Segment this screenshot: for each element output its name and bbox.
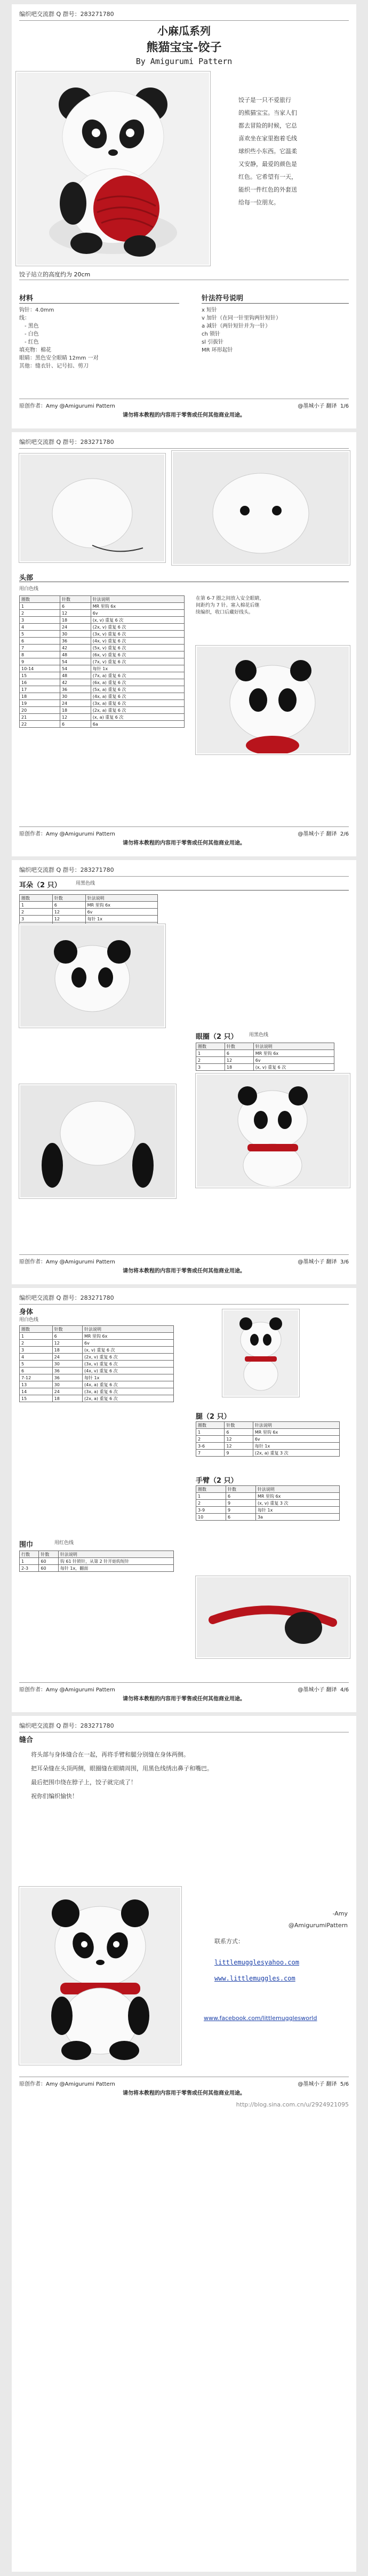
table-row [20, 693, 185, 700]
table-cell: 5 [20, 1361, 53, 1367]
table-cell: 15 [20, 672, 60, 679]
size-note: 饺子站立的高度约为 20cm [19, 271, 91, 278]
head-photo-2 [172, 451, 350, 565]
table-row [20, 1340, 174, 1347]
table-cell: 22 [20, 721, 60, 728]
table-cell: 18 [60, 617, 91, 624]
footer: 原创作者：Amy @Amigurumi Pattern @墨城小子 翻译 4/6 请勿将本教程的内容用于零售或任何其他商业用途。 [19, 1680, 349, 1702]
column-header: 针数 [60, 596, 91, 603]
table-cell: 8 [20, 651, 60, 658]
abbrev-list: x 短针 v 加针（在同一针里钩两针短针） a 减针（两针短针并为一针） ch 锁针 sl 引拔针 MR 环形起针 [202, 307, 282, 353]
table-header-row [196, 1043, 334, 1050]
table-header-row [20, 895, 158, 902]
legs-heading: 腿（2 只） [196, 1413, 231, 1421]
table-row [20, 1333, 174, 1340]
table-row [196, 1050, 334, 1057]
table-cell: 30 [60, 693, 91, 700]
table-cell: (x, v) 重复 6 次 [91, 617, 184, 624]
table-cell: 18 [52, 1347, 82, 1354]
table-cell: 6 [225, 1429, 253, 1436]
table-row [20, 916, 158, 923]
column-header: 针法说明 [255, 1486, 339, 1493]
table-cell: (5x, v) 重复 6 次 [91, 645, 184, 651]
final-panda-illustration [20, 1888, 180, 2064]
scarf-color-note: 用红色线 [54, 1540, 74, 1546]
table-cell: 9 [20, 658, 60, 665]
page-5 [12, 1716, 356, 2572]
table-row [20, 645, 185, 651]
table-cell: 1 [20, 603, 60, 610]
head-photo-3 [196, 646, 350, 754]
table-cell: 30 [52, 1361, 82, 1367]
table-header-row [20, 1326, 174, 1333]
table-cell: 6 [226, 1493, 255, 1500]
table-cell: (3x, v) 重复 6 次 [83, 1361, 174, 1367]
table-cell: 30 [52, 1381, 82, 1388]
table-cell: 30 [60, 631, 91, 638]
ears-color-note: 用黑色线 [76, 881, 95, 886]
page-2 [12, 432, 356, 856]
table-cell: (4x, a) 重复 6 次 [83, 1381, 174, 1388]
table-cell: 42 [60, 679, 91, 686]
table-cell: 54 [60, 658, 91, 665]
table-cell: 3-6 [196, 1443, 225, 1450]
column-header: 针数 [225, 1422, 253, 1429]
table-cell: 13 [20, 1381, 53, 1388]
table-row [20, 603, 185, 610]
body-heading: 身体 [19, 1308, 34, 1316]
head-desc: 在第 6-7 圈之间放入安全眼睛， 间距约为 7 针。塞入棉花后继 续编织，收口后藏好线头。 [196, 596, 265, 615]
table-cell: (6x, a) 重复 6 次 [91, 679, 184, 686]
table-header-row [20, 1551, 174, 1558]
table-row [20, 1354, 174, 1361]
table-cell: 7 [20, 645, 60, 651]
table-cell: 24 [60, 700, 91, 707]
table-cell: 12 [225, 1057, 253, 1064]
group-header: 编织吧交流群 Q 群号：283271780 [19, 1722, 114, 1729]
body-photo-1 [196, 1074, 350, 1188]
table-cell: 2 [20, 610, 60, 617]
column-header: 针法说明 [253, 1043, 334, 1050]
arms-illustration [20, 1085, 175, 1197]
table-cell: (2x, a) 重复 6 次 [83, 1395, 174, 1402]
table-row [20, 707, 185, 714]
table-cell: 36 [52, 1374, 82, 1381]
watermark: http://blog.sina.com.cn/u/2924921095 [236, 2101, 349, 2108]
assembly-heading: 缝合 [19, 1736, 34, 1744]
column-header: 针法说明 [58, 1551, 173, 1558]
table-row [20, 631, 185, 638]
table-cell: 2 [20, 1340, 53, 1347]
eyepatch-color-note: 用黑色线 [249, 1032, 269, 1038]
table-cell: 6 [20, 638, 60, 645]
table-row [20, 714, 185, 721]
table-row [20, 1361, 174, 1367]
table-cell: (x, v) 重复 3 次 [255, 1500, 339, 1507]
table-row [20, 658, 185, 665]
eyepatch-heading: 眼圈（2 只） [196, 1033, 238, 1041]
table-cell: 3 [20, 916, 53, 923]
table-cell: 6a [91, 721, 184, 728]
group-header: 编织吧交流群 Q 群号：283271780 [19, 11, 114, 18]
table-cell: 12 [52, 909, 85, 916]
table-cell: 16 [20, 679, 60, 686]
table-cell: 1 [20, 1558, 39, 1565]
column-header: 针数 [225, 1043, 253, 1050]
table-cell: (7x, a) 重复 6 次 [91, 672, 184, 679]
table-cell: MR 里钩 6x [253, 1429, 339, 1436]
head-eyes-illustration [173, 452, 349, 564]
table-row [20, 721, 185, 728]
table-cell: 每针 1x [255, 1507, 339, 1514]
legs-table [196, 1421, 340, 1457]
table-cell: (4x, v) 重复 6 次 [83, 1367, 174, 1374]
table-row [196, 1507, 340, 1514]
table-header-row [196, 1422, 340, 1429]
table-cell: 36 [60, 686, 91, 693]
table-cell: 6 [226, 1514, 255, 1521]
table-cell: 21 [20, 714, 60, 721]
table-row [20, 679, 185, 686]
table-row [20, 686, 185, 693]
table-cell: 24 [52, 1388, 82, 1395]
table-cell: 1 [196, 1493, 226, 1500]
table-row [196, 1443, 340, 1450]
table-row [20, 651, 185, 658]
head-table [19, 595, 185, 728]
table-cell: 9 [225, 1450, 253, 1457]
body-photo-2 [222, 1309, 299, 1397]
table-cell: 3 [196, 1064, 225, 1071]
table-row [20, 638, 185, 645]
table-cell: MR 里钩 6x [253, 1050, 334, 1057]
footer: 原创作者：Amy @Amigurumi Pattern @墨城小子 翻译 3/6 请勿将本教程的内容用于零售或任何其他商业用途。 [19, 1252, 349, 1274]
table-cell: 4 [20, 1354, 53, 1361]
head-with-patches-illustration [197, 647, 349, 753]
group-header: 编织吧交流群 Q 群号：283271780 [19, 439, 114, 446]
scarf-illustration [197, 1577, 349, 1657]
head-heading: 头部 [19, 574, 34, 582]
table-cell: 2 [196, 1436, 225, 1443]
table-cell: (3x, a) 重复 6 次 [91, 700, 184, 707]
page-4 [12, 1288, 356, 1712]
table-cell: MR 里钩 6x [85, 902, 157, 909]
pattern-title: 熊猫宝宝-饺子 [146, 41, 222, 54]
table-cell: 2 [20, 909, 53, 916]
table-cell: 15 [20, 1395, 53, 1402]
table-cell: 每针 1x [85, 916, 157, 923]
table-row [20, 700, 185, 707]
table-cell: 12 [225, 1443, 253, 1450]
table-row [196, 1429, 340, 1436]
table-cell: (x, v) 重复 6 次 [83, 1347, 174, 1354]
table-cell: 10-14 [20, 665, 60, 672]
table-cell: 9 [226, 1507, 255, 1514]
table-cell: 1 [196, 1429, 225, 1436]
footer: 原创作者：Amy @Amigurumi Pattern @墨城小子 翻译 1/6 请勿将本教程的内容用于零售或任何其他商业用途。 [19, 396, 349, 418]
table-cell: (2x, v) 重复 6 次 [83, 1354, 174, 1361]
column-header: 针数 [39, 1551, 58, 1558]
column-header: 行数 [20, 1551, 39, 1558]
column-header: 圈数 [20, 1326, 53, 1333]
table-cell: (2x, a) 重复 3 次 [253, 1450, 339, 1457]
arms-photo [19, 1084, 176, 1198]
footer: 原创作者：Amy @Amigurumi Pattern @墨城小子 翻译 2/6 请勿将本教程的内容用于零售或任何其他商业用途。 [19, 824, 349, 846]
table-row [20, 610, 185, 617]
table-cell: 7 [196, 1450, 225, 1457]
ears-illustration [20, 925, 164, 1027]
contact-facebook[interactable]: www.facebook.com/littlemugglesworld [204, 2015, 317, 2022]
table-cell: 42 [60, 645, 91, 651]
table-cell: (7x, v) 重复 6 次 [91, 658, 184, 665]
table-row [20, 1374, 174, 1381]
table-cell: (6x, v) 重复 6 次 [91, 651, 184, 658]
column-header: 针法说明 [85, 895, 157, 902]
table-row [20, 672, 185, 679]
table-cell: 6 [52, 1333, 82, 1340]
body-table [19, 1325, 174, 1402]
column-header: 针数 [52, 895, 85, 902]
panda-illustration [17, 73, 209, 265]
table-cell: 60 [39, 1565, 58, 1572]
column-header: 针数 [226, 1486, 255, 1493]
column-header: 圈数 [20, 895, 53, 902]
table-cell: 6v [253, 1436, 339, 1443]
table-cell: 6 [60, 721, 91, 728]
table-row [196, 1436, 340, 1443]
table-row [20, 1381, 174, 1388]
abbrev-heading: 针法符号说明 [202, 295, 244, 303]
table-cell: 12 [60, 714, 91, 721]
table-cell: 24 [52, 1354, 82, 1361]
column-header: 针数 [52, 1326, 82, 1333]
column-header: 针法说明 [253, 1422, 339, 1429]
table-row [20, 1388, 174, 1395]
ears-photo [19, 924, 165, 1028]
table-cell: 24 [60, 624, 91, 631]
table-cell: 6 [60, 603, 91, 610]
table-cell: 6v [83, 1340, 174, 1347]
table-row [20, 909, 158, 916]
table-cell: 6v [253, 1057, 334, 1064]
assembly-text: 将头部与身体缝合在一起，再将手臂和腿分别缝在身体两侧。 把耳朵缝在头顶两侧，眼圈缝在眼睛周围，用黑色线绣出鼻子和嘴巴。 最后把围巾绕在脖子上，饺子就完成了！ 祝你们编织愉快！ [31, 1751, 213, 1800]
table-cell: 4 [20, 624, 60, 631]
contact-site[interactable]: www.littlemuggles.com [214, 1975, 295, 1982]
arms-table [196, 1485, 340, 1521]
table-cell: 2 [196, 1057, 225, 1064]
table-cell: 12 [60, 610, 91, 617]
panda-illustration-2 [197, 1075, 349, 1187]
table-cell: 48 [60, 651, 91, 658]
table-cell: (x, a) 重复 6 次 [91, 714, 184, 721]
table-cell: 2-3 [20, 1565, 39, 1572]
intro-text: 饺子是一只不爱旅行 的熊猫宝宝。当家人们 都去冒险的时候，它总 喜欢坐在家里抱着毛线 球织些小东西。它温柔 又安静，最爱的颜色是 红色。它希望有一天， 能织一件红色的外套送 给每一位朋友。 [238, 97, 297, 206]
table-cell: 1 [196, 1050, 225, 1057]
table-cell: 60 [39, 1558, 58, 1565]
table-row [20, 1367, 174, 1374]
table-cell: 6 [225, 1050, 253, 1057]
table-cell: (4x, v) 重复 6 次 [91, 638, 184, 645]
table-cell: (5x, a) 重复 6 次 [91, 686, 184, 693]
scarf-photo [196, 1576, 350, 1658]
table-cell: 每针 1x [253, 1443, 339, 1450]
table-header-row [20, 596, 185, 603]
table-row [20, 1558, 174, 1565]
table-row [20, 617, 185, 624]
eyepatch-table [196, 1043, 334, 1071]
table-cell: 18 [52, 1395, 82, 1402]
table-cell: 9 [226, 1500, 255, 1507]
table-cell: 5 [20, 631, 60, 638]
table-cell: (x, v) 重复 6 次 [253, 1064, 334, 1071]
table-row [196, 1057, 334, 1064]
table-cell: (3x, a) 重复 6 次 [83, 1388, 174, 1395]
table-cell: 36 [60, 638, 91, 645]
table-cell: 18 [225, 1064, 253, 1071]
table-cell: 钩 61 针锁针，从第 2 针开始钩短针 [58, 1558, 173, 1565]
table-cell: 12 [52, 1340, 82, 1347]
group-header: 编织吧交流群 Q 群号：283271780 [19, 866, 114, 873]
author-line: By Amigurumi Pattern [135, 57, 233, 66]
head-color-note: 用白色线 [19, 586, 39, 592]
table-row [20, 1565, 174, 1572]
table-row [196, 1064, 334, 1071]
table-cell: 6 [20, 1367, 53, 1374]
table-row [196, 1500, 340, 1507]
table-cell: 每针 1x [83, 1374, 174, 1381]
table-cell: 20 [20, 707, 60, 714]
table-cell: MR 里钩 6x [91, 603, 184, 610]
table-cell: 18 [60, 707, 91, 714]
table-row [20, 665, 185, 672]
table-cell: 6v [85, 909, 157, 916]
column-header: 针法说明 [83, 1326, 174, 1333]
table-cell: 3-9 [196, 1507, 226, 1514]
table-cell: 12 [225, 1436, 253, 1443]
table-cell: 10 [196, 1514, 226, 1521]
column-header: 圈数 [196, 1422, 225, 1429]
signoff: -Amy @AmigurumiPattern 联系方式： [214, 1910, 348, 1945]
group-header: 编织吧交流群 Q 群号：283271780 [19, 1294, 114, 1301]
body-color-note: 用白色线 [19, 1317, 39, 1323]
column-header: 针法说明 [91, 596, 184, 603]
scarf-heading: 围巾 [19, 1541, 34, 1549]
column-header: 圈数 [20, 596, 60, 603]
table-cell: (4x, a) 重复 6 次 [91, 693, 184, 700]
table-cell: 18 [20, 693, 60, 700]
table-cell: 3a [255, 1514, 339, 1521]
table-cell: MR 里钩 6x [83, 1333, 174, 1340]
table-cell: MR 里钩 6x [255, 1493, 339, 1500]
table-header-row [196, 1486, 340, 1493]
table-cell: 2 [196, 1500, 226, 1507]
panda-main-photo [16, 71, 210, 266]
table-cell: 1 [20, 902, 53, 909]
table-cell: 14 [20, 1388, 53, 1395]
table-cell: 7-12 [20, 1374, 53, 1381]
table-row [20, 1395, 174, 1402]
head-photo-1 [19, 454, 165, 562]
table-cell: (3x, v) 重复 6 次 [91, 631, 184, 638]
table-cell: 6 [52, 902, 85, 909]
final-panda-photo [19, 1887, 181, 2065]
table-cell: 每针 1x [91, 665, 184, 672]
table-cell: 1 [20, 1333, 53, 1340]
table-cell: 54 [60, 665, 91, 672]
materials-list: 钩针：4.0mm 线： - 黑色 - 白色 - 红色 填充物：棉花 眼睛：黑色安全眼睛 12mm 一对 其他：缝衣针、记号扣、剪刀 [19, 307, 99, 369]
table-row [20, 902, 158, 909]
table-row [20, 1347, 174, 1354]
table-cell: (2x, a) 重复 6 次 [91, 707, 184, 714]
footer: 原创作者：Amy @Amigurumi Pattern @墨城小子 翻译 5/6 请勿将本教程的内容用于零售或任何其他商业用途。 [19, 2074, 349, 2096]
head-illustration [20, 455, 164, 561]
table-row [196, 1514, 340, 1521]
table-row [20, 624, 185, 631]
ears-heading: 耳朵（2 只） [19, 881, 61, 889]
table-cell: (2x, v) 重复 6 次 [91, 624, 184, 631]
table-cell: 36 [52, 1367, 82, 1374]
table-cell: 每针 1x，翻面 [58, 1565, 173, 1572]
materials-heading: 材料 [19, 295, 34, 303]
page-1 [12, 4, 356, 428]
table-cell: 48 [60, 672, 91, 679]
scarf-table [19, 1551, 174, 1572]
column-header: 圈数 [196, 1043, 225, 1050]
panda-standing-illustration [223, 1310, 298, 1396]
table-cell: 17 [20, 686, 60, 693]
table-cell: 12 [52, 916, 85, 923]
table-cell: 3 [20, 1347, 53, 1354]
table-cell: 19 [20, 700, 60, 707]
table-cell: 6v [91, 610, 184, 617]
table-row [196, 1450, 340, 1457]
series-title: 小麻瓜系列 [157, 25, 211, 37]
page-3 [12, 860, 356, 1284]
arms-heading: 手臂（2 只） [196, 1477, 238, 1485]
table-cell: 3 [20, 617, 60, 624]
table-row [196, 1493, 340, 1500]
contact-email[interactable]: littlemugglesyahoo.com [214, 1959, 299, 1966]
column-header: 圈数 [196, 1486, 226, 1493]
